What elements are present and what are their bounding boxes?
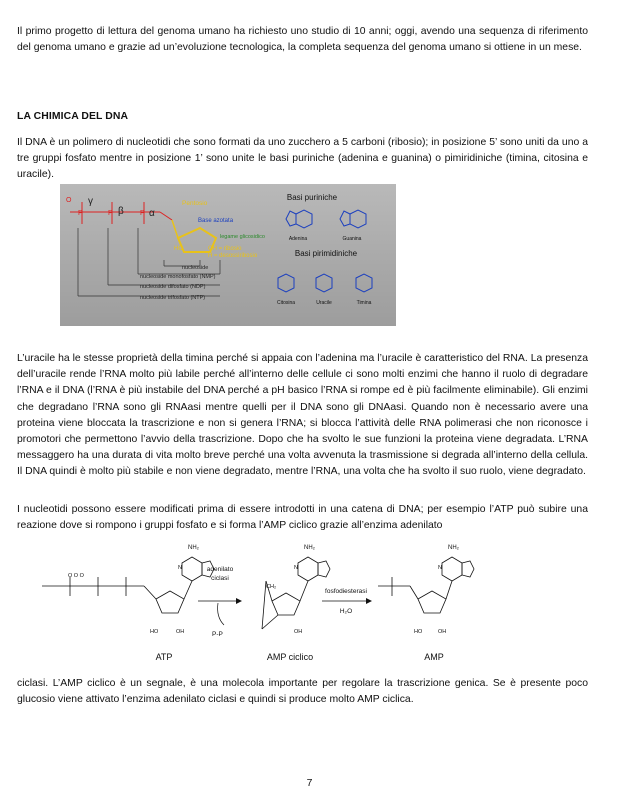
beta-label: β [118, 206, 124, 217]
nucleotide-structure-figure [60, 184, 396, 326]
atp-nitrogen-label: N [178, 565, 182, 571]
purines-title: Basi puriniche [286, 193, 338, 202]
pentose-label: Pentosio [182, 200, 208, 207]
amp-ho-label: HO [414, 629, 423, 635]
arrow-adenylate-cyclase-head [236, 598, 242, 604]
guanine-structure [340, 210, 366, 228]
nmp-label: nucleoside monofosfato (NMP) [140, 274, 216, 280]
camp-nitrogen-label: N [294, 565, 298, 571]
glycosidic-label: legame glicosidico [220, 234, 265, 240]
phosphate-oxygen-label: O [66, 197, 72, 204]
adenine-structure [286, 210, 312, 228]
water-label: H₂O [339, 608, 353, 615]
nucleotide-structure-svg [60, 184, 396, 326]
adenine-label: Adenina [288, 236, 308, 242]
amp-oh-label: OH [438, 629, 447, 635]
uracil-paragraph: L’uracile ha le stesse proprietà della timina perché si appaia con l’adenina ma l’uracile è caratteristico del RNA. La presenza dell’uracile rende l’RNA molto più labile perché all’interno delle cellule ci sono molti enzimi che hanno il ruolo di degradare l’RNA e il DNA (l’RNA è più instabile del DNA perché a pH basico l’RNA si rompe ed è più facilmente eliminabile). Gli enzimi che degradano l’RNA sono gli RNAasi mentre quelli per il DNA sono gli DNAasi. Quando non è necessario avere una proteina viene bloccata la trascrizione e non si genera l’RNA; si blocca l’attività delle RNA polimerasi che non riconosce i promotori che permettono l’avvio della trascrizione. Dopo che ha svolto le sue funzioni la proteina viene degradata. L’RNA messaggero ha una durata di vita molto breve perché una volta avvenuta la trasmissione si degrada all’interno della cellula. Il DNA quindi è molto più stabile e non viene degradato, mentre l’RNA, una volta che ha svolto il suo ruolo, viene degradato. [17, 353, 588, 478]
phosphate-p-label: P [108, 210, 113, 217]
atp-camp-reaction-figure [40, 541, 580, 669]
cytosine-structure [278, 274, 294, 292]
gamma-label: γ [88, 196, 93, 207]
atp-oh-label: OH [176, 629, 185, 635]
atp-camp-reaction-svg [40, 541, 580, 669]
uracil-label: Uracile [316, 300, 332, 306]
phosphate-p-label: P [78, 210, 83, 217]
camp-paragraph: ciclasi. L’AMP ciclico è un segnale, è una molecola importante per regolare la trascrizione genica. Se è presente poco glucosio viene attivato l’enzima adenilato ciclasi e quindi si produce molto AMP ciclica. [17, 678, 588, 706]
cytosine-label: Citosina [276, 300, 296, 306]
atp-ho-label: HO [150, 629, 159, 635]
nucleoside-label: nucleoside [182, 265, 209, 271]
amp-structure [378, 557, 474, 613]
page-number: 7 [306, 778, 313, 789]
dna-paragraph: Il DNA è un polimero di nucleotidi che sono formati da uno zucchero a 5 carboni (ribosio); in posizione 5’ sono uniti da uno a tre gruppi fosfato mentre in posizione 1’ sono unite le basi puriniche (adenina e guanina) o pimiridiniche (timina, citosina e uracile). [17, 137, 588, 181]
phosphate-p-label: P [140, 210, 145, 217]
base-label: Base azotata [198, 218, 234, 224]
enzyme-phosphodiesterase-label: fosfodiesterasi [325, 588, 367, 595]
thymine-structure [356, 274, 372, 292]
ntp-label: nucleoside trifosfato (NTP) [140, 295, 206, 301]
amp-label: AMP [424, 652, 444, 662]
enzyme-cyclase-label: ciclasi [211, 575, 229, 582]
ribose-label: OH = ribosio [208, 246, 242, 252]
pyrimidines-title: Basi pirimidiniche [294, 249, 358, 258]
alpha-label: α [149, 208, 155, 219]
camp-ch2-label: CH₂ [266, 584, 277, 590]
uracil-structure [316, 274, 332, 292]
thymine-label: Timina [356, 300, 372, 306]
atp-phosphate-oxygens: O O O [68, 573, 84, 579]
guanine-label: Guanina [342, 236, 362, 242]
arrow-phosphodiesterase-head [366, 598, 372, 604]
hydroxyl-label: HO [174, 246, 183, 252]
amp-nitrogen-label: N [438, 565, 442, 571]
pyrophosphate-arrow [218, 603, 224, 625]
amp-amine-label: NH₂ [448, 545, 459, 551]
atp-label: ATP [155, 652, 173, 662]
camp-amine-label: NH₂ [304, 545, 315, 551]
deoxyribose-label: H = desossiribosio [208, 253, 258, 259]
pyrophosphate-label: P-P [212, 631, 223, 638]
enzyme-adenylate-label: adenilato [206, 566, 234, 573]
nucleotides-paragraph: I nucleotidi possono essere modificati prima di essere introdotti in una catena di DNA; per esempio l’ATP può subire una reazione dove si rompono i gruppi fosfato e si forma l’AMP ciclico grazie all’enzima adenilato [17, 504, 588, 532]
section-heading: LA CHIMICA DEL DNA [17, 111, 129, 122]
camp-oh-label: OH [294, 629, 303, 635]
atp-amine-label: NH₂ [188, 545, 199, 551]
atp-structure [42, 557, 214, 613]
intro-paragraph: Il primo progetto di lettura del genoma umano ha richiesto uno studio di 10 anni; oggi, avendo una sequenza di riferimento del genoma umano e grazie ad un’evoluzione tecnologica, la completa sequenza del genoma umano si ottiene in un mese. [17, 26, 588, 54]
ndp-label: nucleoside difosfato (NDP) [140, 284, 206, 290]
camp-label: AMP ciclico [266, 652, 314, 662]
